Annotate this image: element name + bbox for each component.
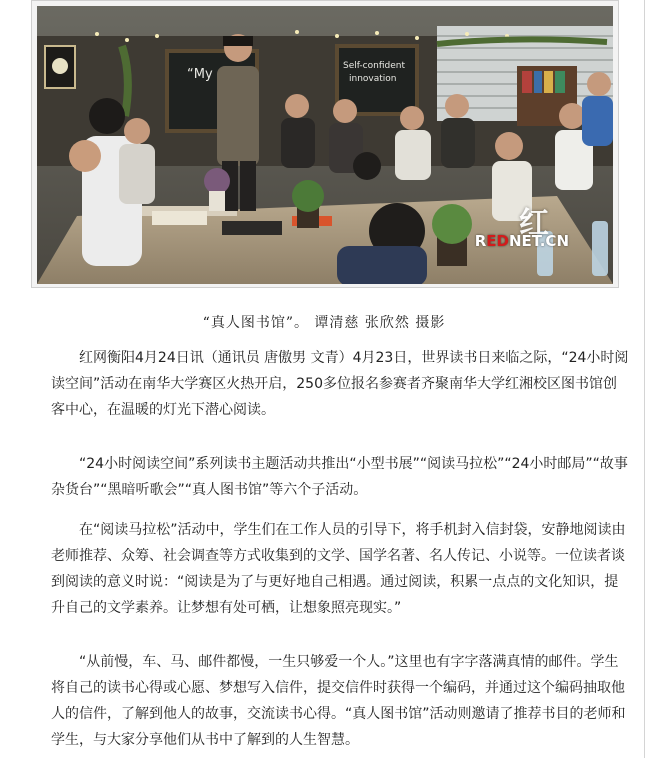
article-paragraph-3: 在“阅读马拉松”活动中，学生们在工作人员的引导下，将手机封入信封袋，安静地阅读由老师推荐、众筹、社会调查等方式收集到的文学、国学名著、名人传记、小说等。一位读者谈到阅读的意义时说：“阅读是为了与更好地自己相遇。通过阅读，积累一点点的文化知识，提升自己的文学素养。让梦想有处可栖，让想象照亮现实。” — [51, 522, 626, 616]
wall-sign-3: innovation — [349, 74, 397, 84]
watermark-pre: R — [474, 232, 487, 250]
rednet-watermark — [475, 232, 569, 250]
page-border — [644, 0, 645, 758]
news-photo-frame — [31, 0, 619, 288]
wall-sign-1: “My — [187, 67, 213, 82]
watermark-post: NET.CN — [508, 232, 569, 250]
news-photo — [37, 6, 613, 284]
article-paragraph-4: “从前慢，车、马、邮件都慢，一生只够爱一个人。”这里也有字字落满真情的邮件。学生将自己的读书心得或心愿、梦想写入信件，提交信件时获得一个编码，并通过这个编码抽取他人的信件，了解到他人的故事，交流读书心得。“真人图书馆”活动则邀请了推荐书目的老师和学生，与大家分享他们从书中了解到的人生智慧。 — [51, 654, 626, 748]
article-paragraph-1: 红网衡阳4月24日讯（通讯员 唐傲男 文青）4月23日，世界读书日来临之际，“24小时阅读空间”活动在南华大学赛区火热开启，250多位报名参赛者齐聚南华大学红湘校区图书馆创客中心，在温暖的灯光下潜心阅读。 — [51, 350, 629, 418]
article-paragraph-2: “24小时阅读空间”系列读书主题活动共推出“小型书展”“阅读马拉松”“24小时邮局”“故事杂货台”“黑暗听歌会”“真人图书馆”等六个子活动。 — [51, 456, 628, 498]
watermark-red-char: 红 — [519, 206, 549, 241]
watermark-red: ED — [486, 232, 509, 250]
photo-caption: “真人图书馆”。 谭清慈 张欣然 摄影 — [202, 315, 446, 331]
wall-sign-2: Self-confident — [343, 61, 405, 71]
